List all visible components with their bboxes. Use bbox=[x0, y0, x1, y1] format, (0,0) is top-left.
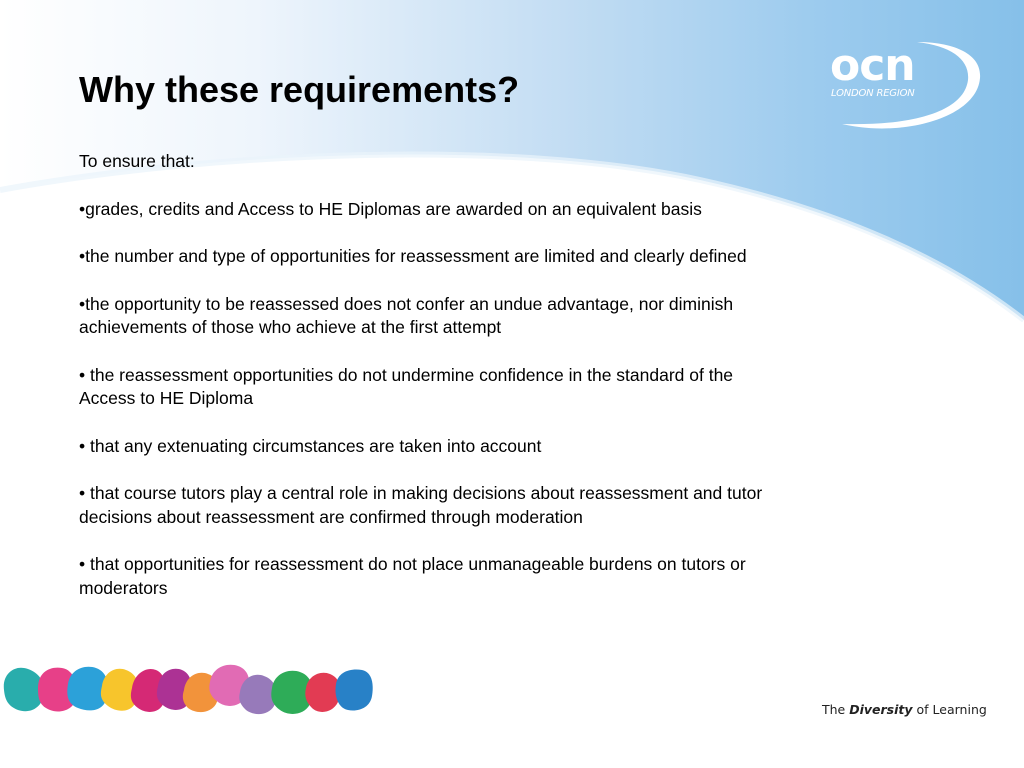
tagline-bold: Diversity bbox=[849, 702, 913, 717]
slide-title: Why these requirements? bbox=[79, 69, 520, 110]
intro-text: To ensure that: bbox=[79, 151, 195, 171]
logo-wordmark: ocn bbox=[830, 40, 915, 91]
tagline-suffix: of Learning bbox=[912, 702, 987, 717]
footer-tagline bbox=[822, 702, 987, 717]
bullet-item: •the number and type of opportunities for reassessment are limited and clearly defined bbox=[79, 246, 747, 266]
blob-shape bbox=[336, 670, 373, 711]
bullet-item: •grades, credits and Access to HE Diplomas are awarded on an equivalent basis bbox=[79, 198, 702, 219]
blob-shape bbox=[305, 673, 341, 712]
ocn-logo bbox=[822, 38, 987, 130]
tagline-prefix: The bbox=[822, 702, 850, 717]
bullet-item: • that course tutors play a central role in making decisions about reassessment and tutor decisions about reassessment are confirmed through moderation bbox=[79, 483, 763, 527]
slide-body bbox=[79, 150, 769, 624]
bullet-item: • the reassessment opportunities do not undermine confidence in the standard of the Access to HE Diploma bbox=[79, 364, 734, 408]
logo-subtitle: LONDON REGION bbox=[831, 88, 915, 99]
bullet-item: • that opportunities for reassessment do not place unmanageable burdens on tutors or moderators bbox=[79, 554, 746, 598]
bullet-item: •the opportunity to be reassessed does not confer an undue advantage, nor diminish achievements of those who achieve at the first attempt bbox=[79, 293, 734, 337]
decorative-blobs bbox=[0, 660, 380, 720]
bullet-item: • that any extenuating circumstances are taken into account bbox=[79, 435, 542, 456]
